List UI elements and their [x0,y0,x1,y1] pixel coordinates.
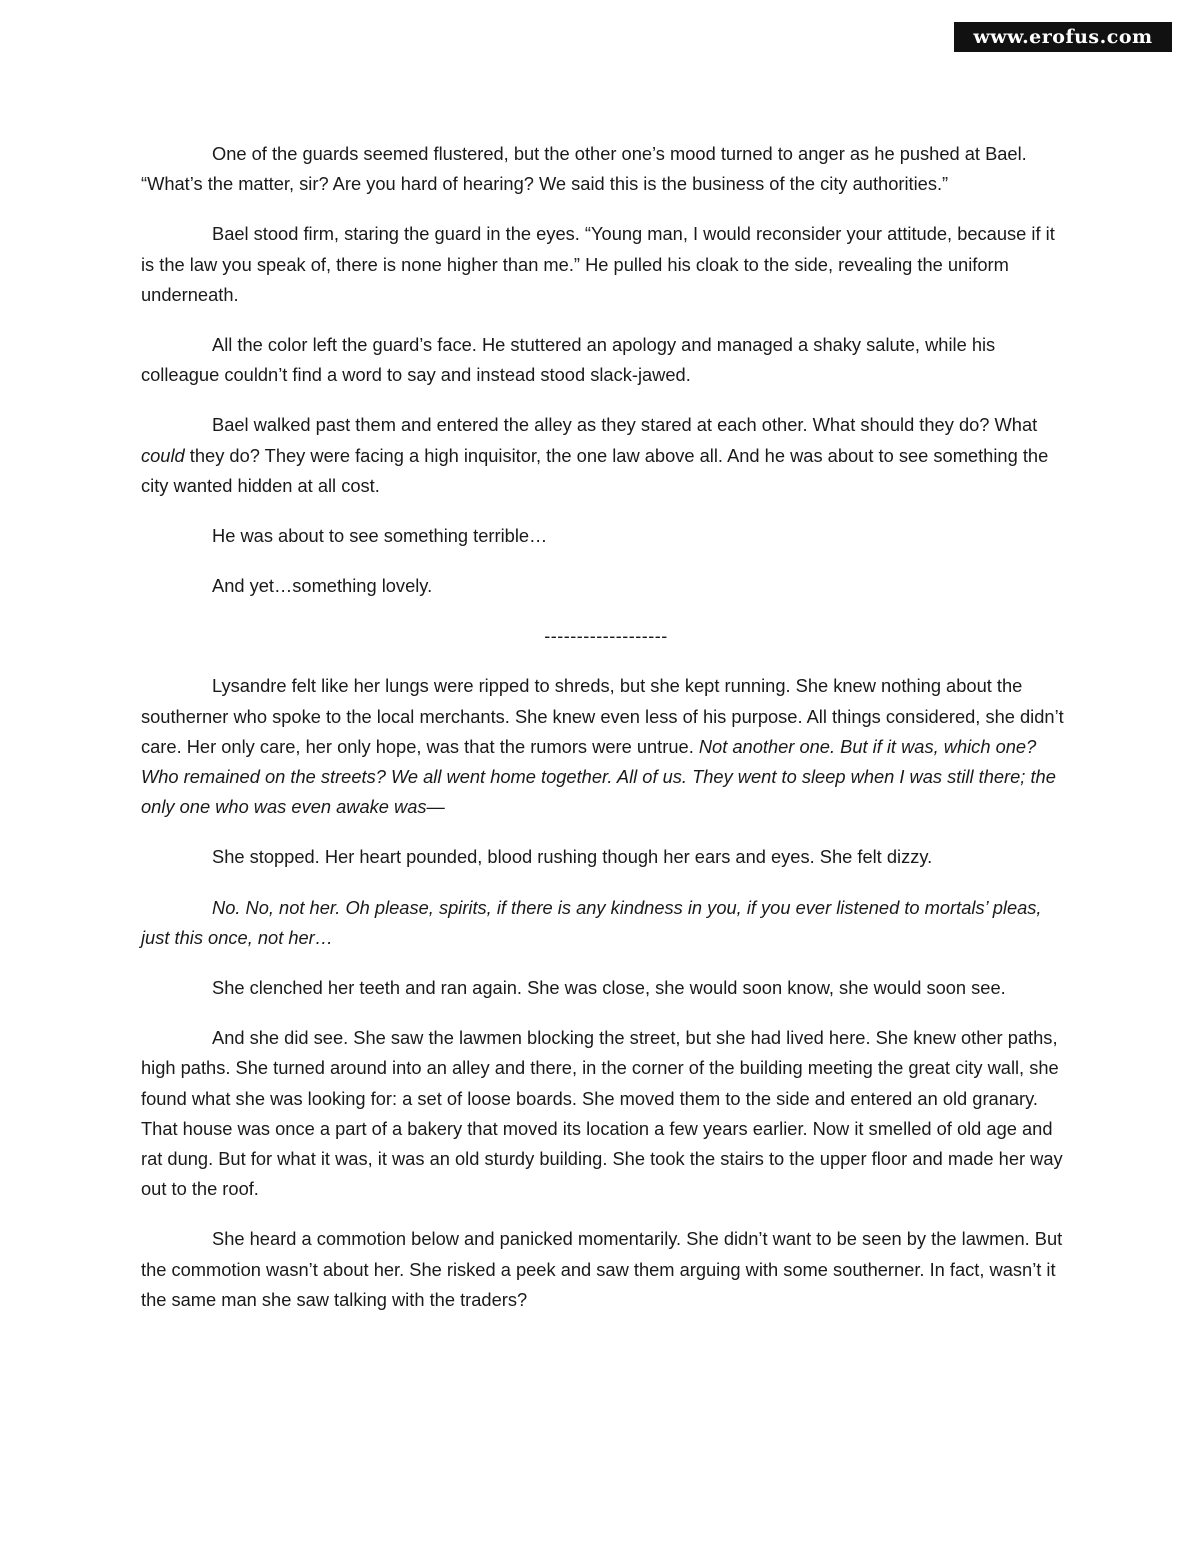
paragraph-italic: No. No, not her. Oh please, spirits, if there is any kindness in you, if you ever listened to mortals’ pleas, just this once, not her… [141,896,1042,948]
document-page [141,139,1071,1335]
paragraph: She clenched her teeth and ran again. She was close, she would soon know, she would soon see. [212,977,1006,999]
watermark-logo: www.erofus.com [954,22,1172,52]
paragraph-text: they do? They were facing a high inquisitor, the one law above all. And he was about to see something the city wanted hidden at all cost. [141,444,1049,496]
paragraph: And yet…something lovely. [212,575,433,597]
paragraph: Bael stood firm, staring the guard in the eyes. “Young man, I would reconsider your attitude, because if it is the law you speak of, there is none higher than me.” He pulled his cloak to the side, revealing the uniform underneath. [141,223,1055,305]
paragraph: She heard a commotion below and panicked momentarily. She didn’t want to be seen by the lawmen. But the commotion wasn’t about her. She risked a peek and saw them arguing with some southerner. In fact, wasn’t it the same man she saw talking with the traders? [141,1228,1063,1310]
paragraph-text: Bael walked past them and entered the alley as they stared at each other. What should they do? What [212,414,1038,436]
paragraph: One of the guards seemed flustered, but the other one’s mood turned to anger as he pushed at Bael. “What’s the matter, sir? Are you hard of hearing? We said this is the business of the city authorities.” [141,143,1027,195]
paragraph-text: Lysandre felt like her lungs were ripped to shreds, but she kept running. She knew nothing about the southerner who spoke to the local merchants. She knew even less of his purpose. All things considered, she didn’t care. Her only care, her only hope, was that the rumors were untrue. [141,675,1064,757]
emphasis-text: could [141,444,185,466]
paragraph [141,671,1071,822]
paragraph: He was about to see something terrible… [212,525,548,547]
paragraph: And she did see. She saw the lawmen blocking the street, but she had lived here. She knew other paths, high paths. She turned around into an alley and there, in the corner of the building meeting the great city wall, she found what she was looking for: a set of loose boards. She moved them to the side and entered an old granary. That house was once a part of a bakery that moved its location a few years earlier. Now it smelled of old age and rat dung. But for what it was, it was an old sturdy building. She took the stairs to the upper floor and made her way out to the roof. [141,1027,1063,1200]
paragraph: She stopped. Her heart pounded, blood rushing though her ears and eyes. She felt dizzy. [212,846,933,868]
emphasis-text: Not another one. But if it was, which one? Who remained on the streets? We all went home together. All of us. They went to sleep when I was still there; the only one who was even awake was— [141,735,1056,818]
scene-separator: ------------------- [544,626,668,647]
paragraph: All the color left the guard’s face. He stuttered an apology and managed a shaky salute, while his colleague couldn’t find a word to say and instead stood slack-jawed. [141,334,996,386]
paragraph [141,410,1071,501]
